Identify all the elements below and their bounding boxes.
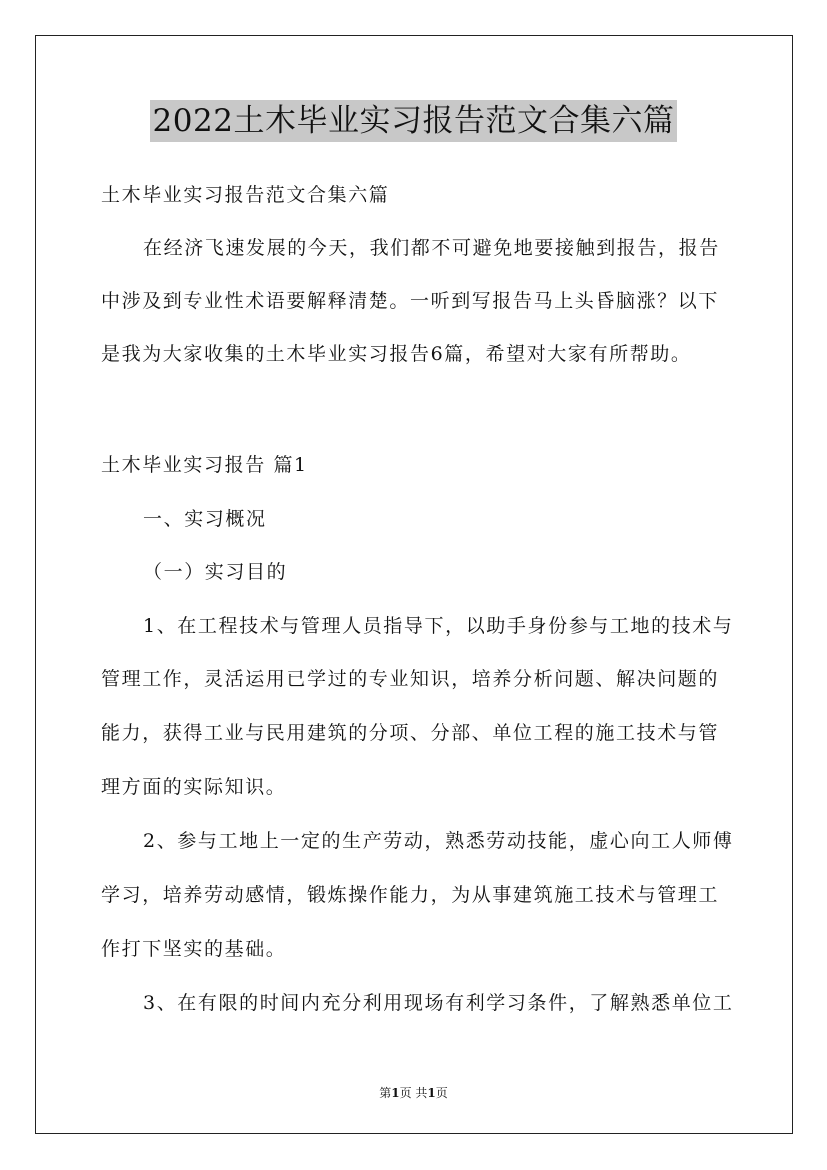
footer-suffix: 页	[435, 1086, 448, 1100]
document-subtitle: 土木毕业实习报告范文合集六篇	[101, 184, 390, 206]
item1-line-1: 1、在工程技术与管理人员指导下，以助手身份参与工地的技术与	[143, 615, 734, 637]
page-footer	[0, 1084, 827, 1101]
item1-line-4: 理方面的实际知识。	[101, 776, 287, 798]
title-container	[0, 100, 827, 142]
document-title: 2022土木毕业实习报告范文合集六篇	[150, 100, 678, 142]
intro-line-1: 在经济飞速发展的今天，我们都不可避免地要接触到报告，报告	[143, 237, 720, 259]
item2-line-1: 2、参与工地上一定的生产劳动，熟悉劳动技能，虚心向工人师傅	[143, 830, 734, 852]
heading-purpose: （一）实习目的	[143, 561, 288, 583]
intro-line-2: 中涉及到专业性术语要解释清楚。一听到写报告马上头昏脑涨？以下	[101, 290, 720, 312]
heading-overview: 一、实习概况	[143, 508, 267, 530]
section-title: 土木毕业实习报告 篇1	[101, 454, 308, 476]
footer-prefix: 第	[379, 1086, 392, 1100]
item2-line-2: 学习，培养劳动感情，锻炼操作能力，为从事建筑施工技术与管理工	[101, 884, 720, 906]
item1-line-3: 能力，获得工业与民用建筑的分项、分部、单位工程的施工技术与管	[101, 722, 720, 744]
footer-page-number: 1	[391, 1086, 400, 1100]
item1-line-2: 管理工作，灵活运用已学过的专业知识，培养分析问题、解决问题的	[101, 668, 720, 690]
footer-total-pages: 1	[427, 1086, 436, 1100]
item2-line-3: 作打下坚实的基础。	[101, 938, 287, 960]
intro-line-3: 是我为大家收集的土木毕业实习报告6篇，希望对大家有所帮助。	[101, 343, 692, 365]
item3-line-1: 3、在有限的时间内充分利用现场有利学习条件，了解熟悉单位工	[143, 992, 734, 1014]
footer-mid: 页 共	[399, 1086, 428, 1100]
